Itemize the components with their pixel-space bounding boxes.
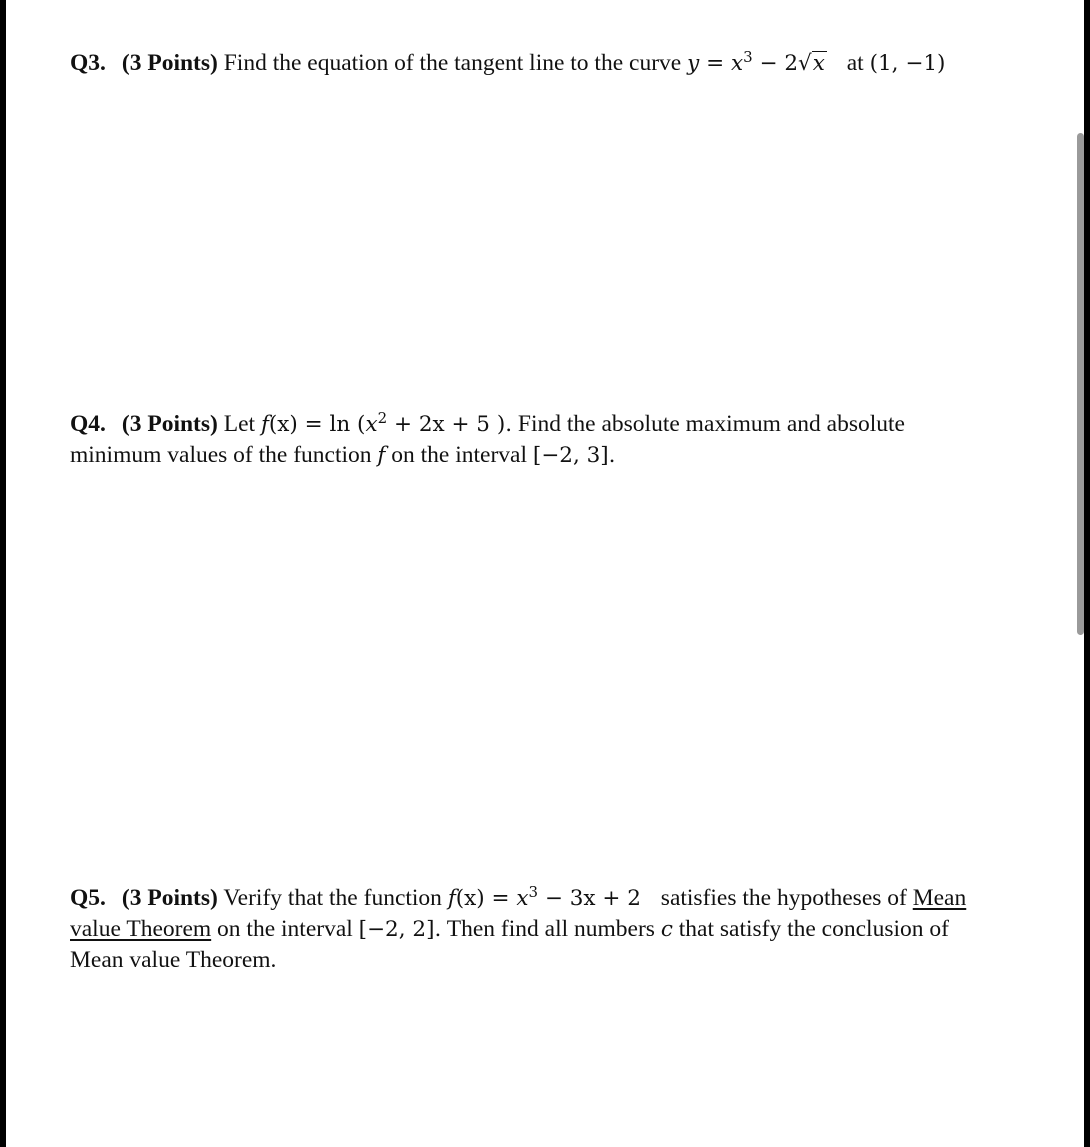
equation: $f(x) = \ln (x^2 + 2x + 5$ ). — [260, 409, 513, 437]
question-text: Verify that the function — [223, 885, 442, 911]
point-coordinates: (1, −1) — [869, 51, 946, 76]
question-text: satisfies the hypotheses of — [660, 885, 907, 911]
question-text: Find the absolute maximum and absolute — [517, 411, 905, 437]
question-3 — [70, 48, 1030, 79]
interval: [−2, 2]. — [358, 917, 442, 942]
equation: $f(x) = x^3 - 3x + 2$ — [447, 883, 641, 911]
question-text: Then find all numbers — [446, 916, 655, 942]
question-number: Q3. — [70, 50, 106, 76]
at-word: at — [846, 50, 864, 76]
mean-value-theorem-underlined-2: value Theorem — [70, 916, 212, 942]
document-page — [6, 0, 1084, 1147]
vertical-scrollbar[interactable] — [1077, 133, 1084, 635]
question-number: Q4. — [70, 411, 106, 437]
question-points: (3 Points) — [121, 411, 218, 437]
question-4 — [70, 409, 1030, 471]
variable-c: c — [660, 917, 673, 942]
mean-value-theorem-underlined: Mean — [912, 885, 967, 911]
question-text: Let — [223, 411, 256, 437]
question-text: Mean value Theorem. — [70, 947, 277, 973]
equation: $y = x^3 - 2√x$ — [687, 48, 825, 76]
question-points: (3 Points) — [121, 885, 218, 911]
question-5 — [70, 883, 1030, 975]
question-points: (3 Points) — [121, 50, 218, 76]
question-text: minimum values of the function — [70, 442, 372, 468]
function-name: f — [377, 443, 386, 468]
question-text: on the interval — [217, 916, 353, 942]
interval: [−2, 3]. — [532, 443, 616, 468]
question-number: Q5. — [70, 885, 106, 911]
question-text: that satisfy the conclusion of — [678, 916, 949, 942]
question-text: on the interval — [391, 442, 527, 468]
question-text: Find the equation of the tangent line to the curve — [223, 50, 682, 76]
